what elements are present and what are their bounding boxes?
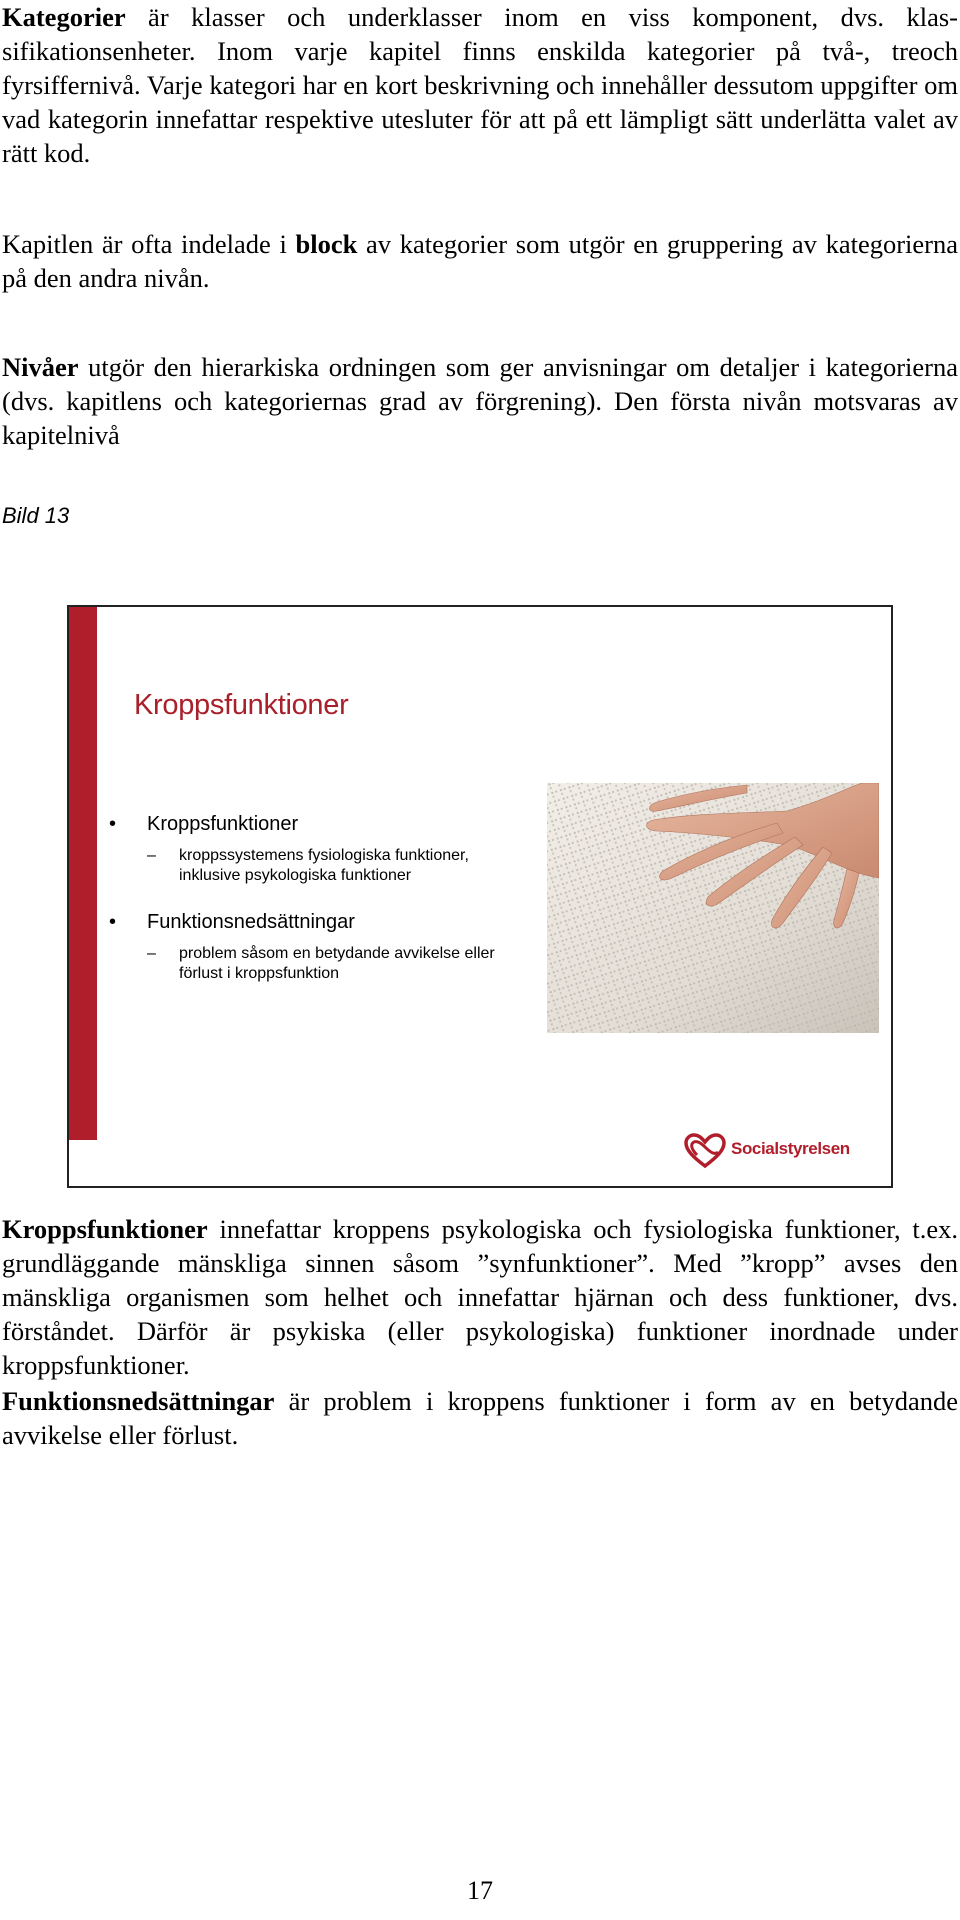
slide-bullet-list [109, 812, 529, 1008]
bullet-item [109, 910, 529, 934]
paragraph-text: är klasser och underklasser inom en viss komponent, dvs. klassifikationsenheter. Inom varje kapitel finns enskilda kategorier på två-, treoch fyrsiffernivå. Varje kategori har en kort beskrivning och innehåller dessutom uppgifter om vad kategorin innefattar respektive utesluter för att på ett lämpligt sätt underlätta valet av rätt kod. [2, 2, 958, 168]
slide-accent-bar [69, 607, 97, 1140]
figure-caption: Bild 13 [2, 503, 70, 528]
logo-text: Socialstyrelsen [731, 1139, 850, 1158]
braille-hands-photo [547, 783, 879, 1033]
paragraph-text: innefattar kroppens psykologiska och fysiologiska funktioner, t.ex. grundläggande mänskliga sinnen såsom ”synfunktioner”. Med ”kropp” avses den mänskliga organismen som helhet och innefattar hjärnan och dess funktioner, dvs. förståndet. Därför är psykiska (eller psykologiska) funktioner inordnade under kroppsfunktioner. [2, 1214, 958, 1380]
paragraph-text: Kapitlen är ofta indelade i [2, 229, 296, 259]
term-kroppsfunktioner: Kroppsfunktioner [2, 1214, 208, 1244]
bullet-label: Funktionsnedsättningar [147, 911, 355, 933]
paragraph-kategorier [2, 0, 958, 170]
presentation-slide [67, 605, 893, 1188]
term-block: block [295, 229, 358, 259]
dash-icon: – [147, 945, 156, 962]
term-funktionsnedsattningar: Funktionsnedsättningar [2, 1386, 275, 1416]
bullet-dot-icon: • [109, 911, 117, 933]
paragraph-block [2, 227, 958, 295]
paragraph-text: är problem i kroppens funktioner i form av en betydande avvikelse eller förlust. [2, 1386, 958, 1450]
socialstyrelsen-logo [683, 1133, 850, 1174]
paragraph-nivaer [2, 350, 958, 452]
logo-heart-icon [683, 1133, 727, 1169]
term-nivaer: Nivåer [2, 352, 79, 382]
sub-bullet-text: kroppssystemens fysiologiska funktioner, inklusive psykologiska funktioner [179, 847, 469, 884]
paragraph-text: utgör den hierarkiska ordningen som ger anvisningar om detaljer i kategorierna (dvs. kapitlens och kategoriernas grad av förgrening). Den första nivån motsvaras av kapitelnivå [2, 352, 958, 450]
sub-bullet-item [109, 944, 529, 984]
bullet-dot-icon: • [109, 813, 117, 835]
page-number: 17 [467, 1876, 493, 1905]
dash-icon: – [147, 847, 156, 864]
paragraph-funktionsnedsattningar [2, 1384, 958, 1452]
paragraph-kroppsfunktioner [2, 1212, 958, 1382]
sub-bullet-item [109, 846, 529, 886]
term-kategorier: Kategorier [2, 2, 126, 32]
bullet-item [109, 812, 529, 836]
bullet-label: Kroppsfunktioner [147, 813, 299, 835]
sub-bullet-text: problem såsom en betydande avvikelse eller förlust i kroppsfunktion [179, 945, 495, 982]
slide-title: Kroppsfunktioner [134, 689, 349, 721]
paragraph-text: av kategorier som utgör en gruppering av kategorierna på den andra nivån. [2, 229, 958, 293]
